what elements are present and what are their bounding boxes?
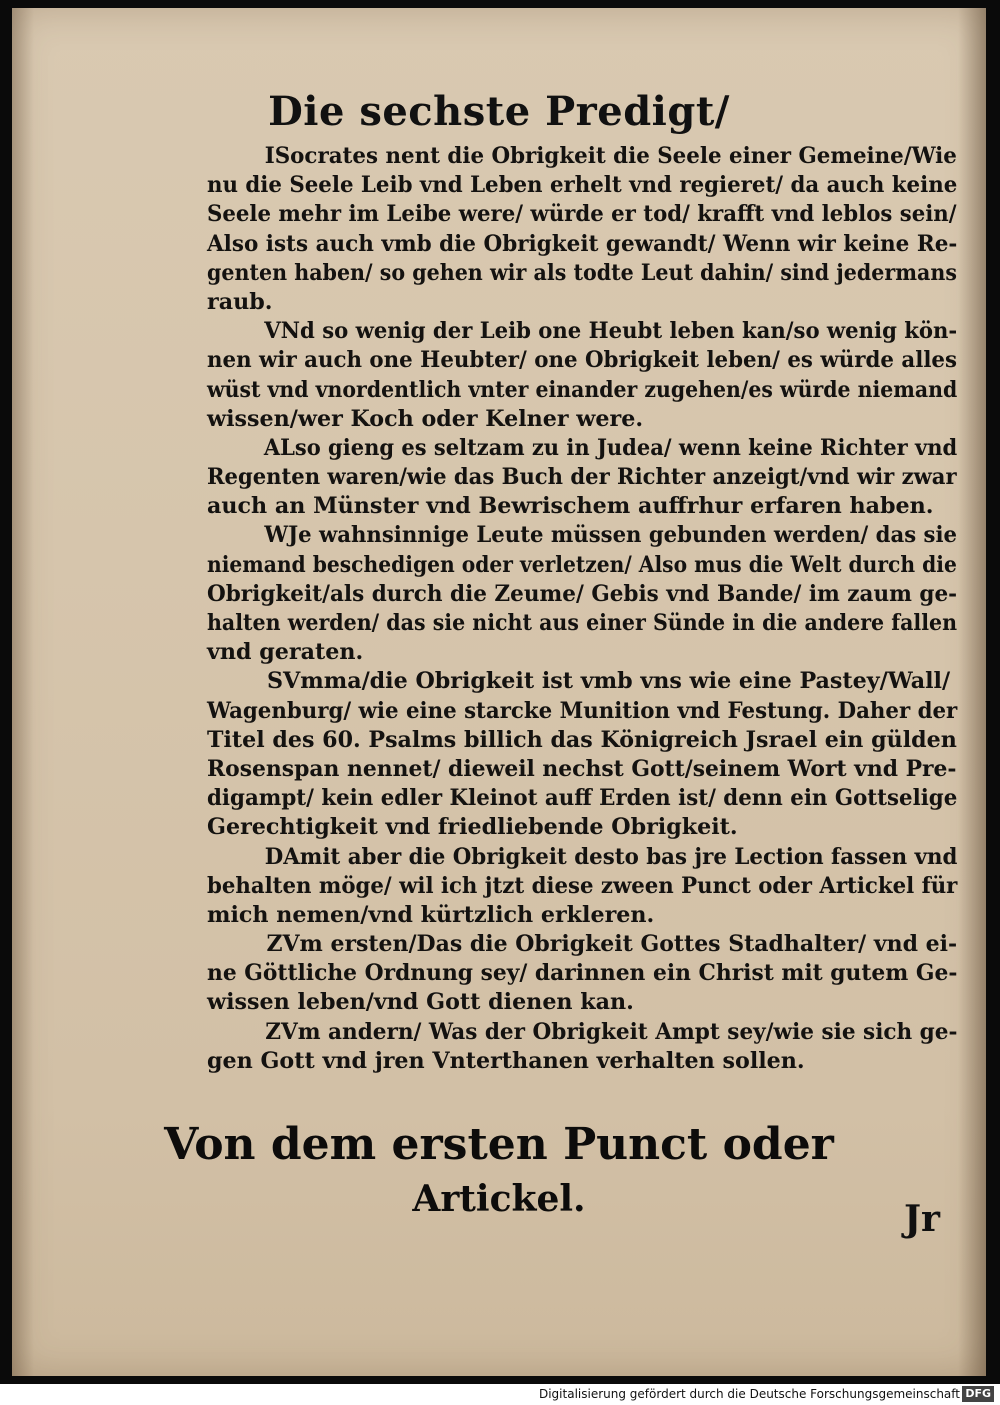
catchword: Jr bbox=[904, 1198, 940, 1240]
text-line: wissen/wer Koch oder Kelner were. bbox=[207, 405, 644, 432]
text-line: Rosenspan nennet/ dieweil nechst Gott/seinem Wort vnd Pre- bbox=[207, 755, 957, 782]
text-line: Obrigkeit/als durch die Zeume/ Gebis vnd Bande/ im zaum ge- bbox=[207, 580, 958, 607]
paragraph bbox=[207, 434, 957, 522]
text-line: wüst vnd vnordentlich vnter einander zugehen/es würde niemand bbox=[207, 376, 958, 403]
paragraph bbox=[207, 142, 957, 317]
text-line: nu die Seele Leib vnd Leben erhelt vnd regieret/ da auch keine bbox=[207, 172, 958, 199]
paragraph bbox=[207, 667, 957, 842]
text-line: ZVm ersten/Das die Obrigkeit Gottes Stadhalter/ vnd ei- bbox=[266, 931, 958, 958]
text-line: Regenten waren/wie das Buch der Richter anzeigt/vnd wir zwar bbox=[207, 464, 957, 491]
text-line: Seele mehr im Leibe were/ würde er tod/ krafft vnd leblos sein/ bbox=[207, 201, 957, 228]
section-heading-sub: Artickel. bbox=[412, 1178, 586, 1220]
page-header-title: Die sechste Predigt/ bbox=[268, 88, 730, 135]
text-line: Wagenburg/ wie eine starcke Munition vnd Festung. Daher der bbox=[207, 697, 958, 724]
body-text bbox=[207, 142, 957, 1076]
document-page bbox=[12, 8, 986, 1376]
text-line: raub. bbox=[207, 288, 273, 315]
text-line: ALso gieng es seltzam zu in Judea/ wenn keine Richter vnd bbox=[263, 434, 958, 461]
paragraph bbox=[207, 1018, 957, 1076]
text-line: Also ists auch vmb die Obrigkeit gewandt/ Wenn wir keine Re- bbox=[207, 230, 958, 257]
text-line: halten werden/ das sie nicht aus einer Sünde in die andere fallen bbox=[207, 610, 958, 636]
text-line: nen wir auch one Heubter/ one Obrigkeit leben/ es würde alles bbox=[207, 347, 958, 374]
text-line: mich nemen/vnd kürtzlich erkleren. bbox=[207, 901, 655, 928]
section-heading-main: Von dem ersten Punct oder bbox=[164, 1119, 834, 1170]
text-line: genten haben/ so gehen wir als todte Leut dahin/ sind jedermans bbox=[207, 259, 957, 286]
text-line: SVmma/die Obrigkeit ist vmb vns wie eine Pastey/Wall/ bbox=[267, 668, 951, 695]
section-heading bbox=[12, 1118, 986, 1226]
text-line: Gerechtigkeit vnd friedliebende Obrigkeit. bbox=[207, 814, 738, 841]
paragraph bbox=[207, 843, 957, 931]
funding-credit: Digitalisierung gefördert durch die Deutsche Forschungsgemeinschaft bbox=[538, 1387, 960, 1401]
paragraph bbox=[207, 930, 957, 1018]
text-line: niemand beschedigen oder verletzen/ Also mus die Welt durch die bbox=[207, 551, 957, 578]
text-line: digampt/ kein edler Kleinot auff Erden ist/ denn ein Gottselige bbox=[207, 785, 958, 812]
text-line: ZVm andern/ Was der Obrigkeit Ampt sey/wie sie sich ge- bbox=[265, 1018, 958, 1045]
digitization-footer bbox=[0, 1384, 1000, 1405]
text-line: gen Gott vnd jren Vnterthanen verhalten sollen. bbox=[207, 1047, 805, 1074]
text-line: WJe wahnsinnige Leute müssen gebunden werden/ das sie bbox=[264, 522, 957, 549]
paragraph bbox=[207, 521, 957, 667]
text-line: ne Göttliche Ordnung sey/ darinnen ein Christ mit gutem Ge- bbox=[207, 960, 958, 987]
text-line: wissen leben/vnd Gott dienen kan. bbox=[207, 989, 634, 1016]
text-line: behalten möge/ wil ich jtzt diese zween Punct oder Artickel für bbox=[207, 872, 958, 899]
paragraph bbox=[207, 317, 957, 434]
dfg-logo: DFG bbox=[962, 1386, 994, 1402]
text-line: Titel des 60. Psalms billich das Königreich Jsrael ein gülden bbox=[207, 726, 957, 753]
text-line: vnd geraten. bbox=[207, 639, 364, 666]
text-line: auch an Münster vnd Bewrischem auffrhur erfaren haben. bbox=[207, 493, 934, 520]
text-line: DAmit aber die Obrigkeit desto bas jre Lection fassen vnd bbox=[264, 843, 958, 870]
text-line: ISocrates nent die Obrigkeit die Seele einer Gemeine/Wie bbox=[264, 143, 957, 169]
text-line: VNd so wenig der Leib one Heubt leben kan/so wenig kön- bbox=[264, 318, 958, 345]
